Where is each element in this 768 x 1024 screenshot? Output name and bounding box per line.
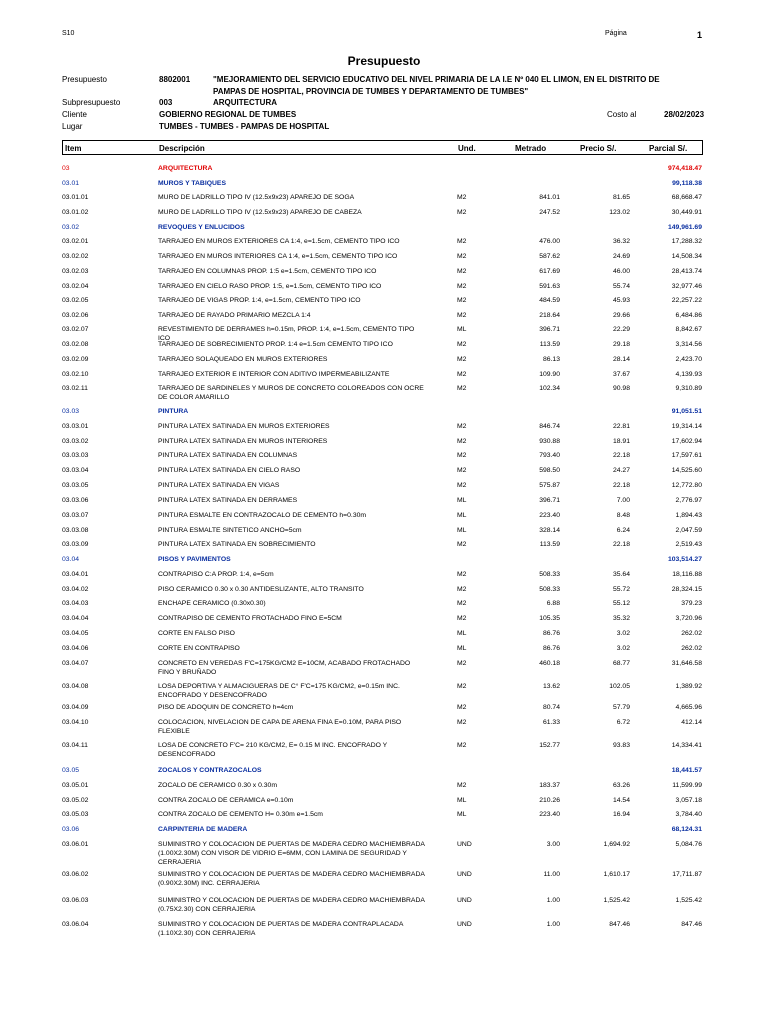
item-cell: 03.01 [62,180,80,187]
item-cell: 03.04.02 [62,586,89,593]
unit-cell: M2 [457,268,467,275]
precio-cell: 1,525.42 [603,897,630,904]
parcial-cell: 9,310.89 [675,385,702,392]
parcial-cell: 30,449.91 [671,209,702,216]
metrado-cell: 846.74 [539,423,560,430]
lugar-value: TUMBES - TUMBES - PAMPAS DE HOSPITAL [159,122,330,131]
parcial-cell: 31,646.58 [671,660,702,667]
description-cell: PINTURA ESMALTE SINTETICO ANCHO=5cm [158,527,302,534]
unit-cell: M2 [457,253,467,260]
unit-cell: M2 [457,467,467,474]
metrado-cell: 484.59 [539,297,560,304]
unit-cell: M2 [457,782,467,789]
metrado-cell: 591.63 [539,283,560,290]
item-cell: 03.06.03 [62,897,89,904]
metrado-cell: 218.64 [539,312,560,319]
item-cell: 03.03 [62,408,80,415]
item-cell: 03.02.04 [62,283,89,290]
precio-cell: 55.74 [612,283,630,290]
parcial-cell: 974,418.47 [667,165,702,172]
precio-cell: 14.54 [612,797,630,804]
unit-cell: UND [457,871,472,878]
unit-cell: ML [457,326,467,333]
metrado-cell: 86.13 [542,356,560,363]
unit-cell: M2 [457,571,467,578]
parcial-cell: 17,602.94 [671,438,702,445]
unit-cell: M2 [457,371,467,378]
col-precio: Precio S/. [580,144,617,153]
metrado-cell: 109.90 [539,371,560,378]
parcial-cell: 1,525.42 [675,897,702,904]
item-cell: 03.05.02 [62,797,89,804]
parcial-cell: 91,051.51 [671,408,702,415]
cliente-label: Cliente [62,110,87,119]
item-cell: 03.03.05 [62,482,89,489]
parcial-cell: 99,118.38 [672,180,702,187]
item-cell: 03.03.01 [62,423,89,430]
unit-cell: M2 [457,312,467,319]
precio-cell: 35.64 [612,571,630,578]
metrado-cell: 575.87 [539,482,560,489]
unit-cell: M2 [457,283,467,290]
parcial-cell: 3,784.40 [675,811,702,818]
metrado-cell: 930.88 [539,438,560,445]
precio-cell: 28.14 [612,356,630,363]
parcial-cell: 22,257.22 [671,297,702,304]
item-cell: 03.02.07 [62,326,89,333]
item-cell: 03.04.01 [62,571,89,578]
parcial-cell: 18,116.88 [672,571,702,578]
parcial-cell: 68,668.47 [671,194,702,201]
description-cell: ZOCALOS Y CONTRAZOCALOS [158,767,262,774]
parcial-cell: 17,288.32 [671,238,702,245]
description-cell: CONCRETO EN VEREDAS F'C=175KG/CM2 E=10CM, ACABADO FROTACHADO FINO Y BRUÑADO [158,660,411,676]
metrado-cell: 1.00 [546,921,560,928]
description-cell: TARRAJEO DE VIGAS PROP. 1:4, e=1.5cm, CEMENTO TIPO ICO [158,297,361,304]
parcial-cell: 6,484.86 [675,312,702,319]
precio-cell: 3.02 [616,630,630,637]
item-cell: 03.02.11 [62,385,88,392]
precio-cell: 24.69 [612,253,630,260]
metrado-cell: 86.76 [542,645,560,652]
item-cell: 03.03.06 [62,497,89,504]
unit-cell: M2 [457,238,467,245]
description-cell: ARQUITECTURA [158,165,213,172]
item-cell: 03.06.02 [62,871,89,878]
parcial-cell: 262.02 [681,630,702,637]
precio-cell: 93.83 [612,742,630,749]
metrado-cell: 328.14 [539,527,560,534]
parcial-cell: 14,525.60 [671,467,702,474]
description-cell: CONTRA ZOCALO DE CEMENTO H= 0.30m e=1.5cm [158,811,323,818]
metrado-cell: 183.37 [539,782,560,789]
unit-cell: ML [457,811,467,818]
parcial-cell: 4,139.93 [675,371,702,378]
page-number: 1 [697,30,703,40]
precio-cell: 1,610.17 [603,871,630,878]
parcial-cell: 3,720.96 [675,615,702,622]
description-cell: ZOCALO DE CERAMICO 0.30 x 0.30m [158,782,277,789]
unit-cell: UND [457,841,472,848]
description-cell: REVESTIMIENTO DE DERRAMES h=0.15m, PROP. 1:4, e=1.5cm, CEMENTO TIPO ICO [158,326,415,342]
page-title: Presupuesto [347,54,421,68]
metrado-cell: 793.40 [539,452,560,459]
parcial-cell: 412.14 [681,719,702,726]
description-cell: MURO DE LADRILLO TIPO IV (12.5x9x23) APAREJO DE SOGA [158,194,355,201]
item-cell: 03.02 [62,224,80,231]
subpresupuesto-label: Subpresupuesto [62,98,121,107]
description-cell: PINTURA LATEX SATINADA EN DERRAMES [158,497,298,504]
precio-cell: 847.46 [609,921,630,928]
precio-cell: 81.65 [612,194,630,201]
unit-cell: M2 [457,356,467,363]
unit-cell: M2 [457,600,467,607]
item-cell: 03.02.10 [62,371,89,378]
unit-cell: M2 [457,704,467,711]
item-cell: 03.03.04 [62,467,89,474]
parcial-cell: 2,047.59 [675,527,702,534]
parcial-cell: 18,441.57 [671,767,702,774]
lugar-label: Lugar [62,122,83,131]
item-cell: 03.04.11 [62,742,88,749]
metrado-cell: 396.71 [539,326,560,333]
metrado-cell: 617.69 [539,268,560,275]
unit-cell: M2 [457,615,467,622]
unit-cell: UND [457,921,472,928]
parcial-cell: 2,519.43 [675,541,702,548]
costo-label: Costo al [607,110,637,119]
description-cell: PISOS Y PAVIMENTOS [158,556,231,563]
item-cell: 03.03.07 [62,512,89,519]
parcial-cell: 4,665.96 [675,704,702,711]
metrado-cell: 152.77 [539,742,560,749]
description-cell: CONTRAPISO C:A PROP. 1:4, e=5cm [158,571,274,578]
item-cell: 03.04.03 [62,600,89,607]
description-cell: CORTE EN FALSO PISO [158,630,235,637]
metrado-cell: 210.26 [539,797,560,804]
unit-cell: M2 [457,194,467,201]
precio-cell: 3.02 [616,645,630,652]
precio-cell: 1,694.92 [603,841,630,848]
metrado-cell: 476.00 [539,238,560,245]
description-cell: TARRAJEO EN CIELO RASO PROP. 1:5, e=1.5cm, CEMENTO TIPO ICO [158,283,382,290]
parcial-cell: 32,977.46 [671,283,702,290]
metrado-cell: 1.00 [546,897,560,904]
item-cell: 03.05.03 [62,811,89,818]
unit-cell: M2 [457,385,467,392]
description-cell: TARRAJEO EN COLUMNAS PROP. 1:5 e=1.5cm, CEMENTO TIPO ICO [158,268,377,275]
parcial-cell: 2,423.70 [675,356,702,363]
description-cell: PINTURA LATEX SATINADA EN COLUMNAS [158,452,298,459]
description-cell: MURO DE LADRILLO TIPO IV (12.5x9x23) APAREJO DE CABEZA [158,209,362,216]
unit-cell: M2 [457,586,467,593]
unit-cell: M2 [457,438,467,445]
precio-cell: 46.00 [612,268,630,275]
item-cell: 03.06 [62,826,80,833]
unit-cell: M2 [457,423,467,430]
item-cell: 03.04 [62,556,80,563]
item-cell: 03.05.01 [62,782,89,789]
parcial-cell: 17,711.87 [672,871,702,878]
unit-cell: M2 [457,683,467,690]
presupuesto-label: Presupuesto [62,75,107,84]
item-cell: 03.03.02 [62,438,89,445]
description-cell: MUROS Y TABIQUES [158,180,226,187]
parcial-cell: 3,057.18 [675,797,702,804]
unit-cell: M2 [457,719,467,726]
parcial-cell: 262.02 [681,645,702,652]
presupuesto-code: 8802001 [159,75,191,84]
description-cell: PINTURA [158,408,189,415]
parcial-cell: 14,334.41 [671,742,702,749]
cliente-value: GOBIERNO REGIONAL DE TUMBES [159,110,297,119]
item-cell: 03.02.05 [62,297,89,304]
precio-cell: 90.98 [612,385,630,392]
parcial-cell: 68,124.31 [671,826,702,833]
metrado-cell: 13.62 [542,683,560,690]
unit-cell: ML [457,797,467,804]
item-cell: 03 [62,165,70,172]
metrado-cell: 841.01 [539,194,560,201]
description-cell: PISO CERAMICO 0.30 x 0.30 ANTIDESLIZANTE, ALTO TRANSITO [158,586,364,593]
description-cell: TARRAJEO DE SARDINELES Y MUROS DE CONCRETO COLOREADOS CON OCRE DE COLOR AMARILLO [158,385,424,401]
precio-cell: 22.18 [612,541,630,548]
precio-cell: 6.24 [616,527,630,534]
unit-cell: ML [457,497,467,504]
metrado-cell: 460.18 [539,660,560,667]
parcial-cell: 3,314.56 [675,341,702,348]
parcial-cell: 103,514.27 [667,556,702,563]
description-cell: PISO DE ADOQUIN DE CONCRETO h=4cm [158,704,294,711]
description-cell: LOSA DE CONCRETO F'C= 210 KG/CM2, E= 0.15 M INC. ENCOFRADO Y DESENCOFRADO [158,742,388,758]
unit-cell: M2 [457,452,467,459]
precio-cell: 22.29 [612,326,630,333]
precio-cell: 6.72 [616,719,630,726]
parcial-cell: 11,599.99 [672,782,702,789]
unit-cell: ML [457,630,467,637]
parcial-cell: 14,508.34 [671,253,702,260]
item-cell: 03.02.06 [62,312,89,319]
metrado-cell: 6.88 [546,600,560,607]
presupuesto-name-line2: PAMPAS DE HOSPITAL, PROVINCIA DE TUMBES Y DEPARTAMENTO DE TUMBES" [213,87,529,96]
metrado-cell: 61.33 [542,719,560,726]
subpresupuesto-code: 003 [159,98,173,107]
description-cell: ENCHAPE CERAMICO (0.30x0.30) [158,600,266,607]
description-cell: SUMINISTRO Y COLOCACION DE PUERTAS DE MADERA CONTRAPLACADA (1.10X2.30) CON CERRAJERIA [158,921,403,937]
description-cell: TARRAJEO EN MUROS INTERIORES CA 1:4, e=1.5cm, CEMENTO TIPO ICO [158,253,398,260]
item-cell: 03.04.05 [62,630,89,637]
metrado-cell: 247.52 [539,209,560,216]
item-cell: 03.03.09 [62,541,89,548]
item-cell: 03.02.08 [62,341,89,348]
unit-cell: M2 [457,297,467,304]
description-cell: SUMINISTRO Y COLOCACION DE PUERTAS DE MADERA CEDRO MACHIEMBRADA (0.90X2.30M) INC. CERRAJERIA [158,871,425,887]
precio-cell: 55.12 [612,600,630,607]
metrado-cell: 223.40 [539,811,560,818]
precio-cell: 35.32 [612,615,630,622]
item-cell: 03.03.03 [62,452,89,459]
precio-cell: 57.79 [612,704,630,711]
description-cell: PINTURA LATEX SATINADA EN VIGAS [158,482,280,489]
precio-cell: 7.00 [616,497,630,504]
item-cell: 03.02.09 [62,356,89,363]
precio-cell: 24.27 [612,467,630,474]
metrado-cell: 80.74 [542,704,560,711]
parcial-cell: 2,776.97 [675,497,702,504]
description-cell: TARRAJEO EN MUROS EXTERIORES CA 1:4, e=1.5cm, CEMENTO TIPO ICO [158,238,400,245]
precio-cell: 18.91 [612,438,630,445]
precio-cell: 55.72 [612,586,630,593]
col-und: Und. [458,144,476,153]
item-cell: 03.04.09 [62,704,89,711]
metrado-cell: 3.00 [546,841,560,848]
metrado-cell: 102.34 [539,385,560,392]
description-cell: REVOQUES Y ENLUCIDOS [158,224,245,231]
item-cell: 03.04.10 [62,719,89,726]
item-cell: 03.02.02 [62,253,89,260]
description-cell: PINTURA LATEX SATINADA EN CIELO RASO [158,467,301,474]
description-cell: COLOCACION, NIVELACION DE CAPA DE ARENA FINA E=0.10M, PARA PISO FLEXIBLE [158,719,402,735]
description-cell: CONTRA ZOCALO DE CERAMICA e=0.10m [158,797,294,804]
system-label: S10 [62,30,75,37]
description-cell: TARRAJEO DE SOBRECIMIENTO PROP. 1:4 e=1.5cm CEMENTO TIPO ICO [158,341,393,348]
item-cell: 03.04.07 [62,660,89,667]
description-cell: PINTURA ESMALTE EN CONTRAZOCALO DE CEMENTO h=0.30m [158,512,367,519]
parcial-cell: 5,084.76 [675,841,702,848]
metrado-cell: 11.00 [543,871,560,878]
unit-cell: ML [457,645,467,652]
precio-cell: 63.26 [612,782,630,789]
unit-cell: M2 [457,660,467,667]
col-metrado: Metrado [515,144,547,153]
unit-cell: M2 [457,742,467,749]
precio-cell: 29.18 [612,341,630,348]
parcial-cell: 17,597.61 [671,452,702,459]
item-cell: 03.01.02 [62,209,89,216]
presupuesto-name-line1: "MEJORAMIENTO DEL SERVICIO EDUCATIVO DEL NIVEL PRIMARIA DE LA I.E Nº 040 EL LIMON, EN EL DISTRITO DE [213,75,660,84]
item-cell: 03.02.03 [62,268,89,275]
precio-cell: 16.94 [612,811,630,818]
precio-cell: 29.66 [612,312,630,319]
page-label: Página [605,30,627,37]
description-cell: TARRAJEO DE RAYADO PRIMARIO MEZCLA 1:4 [158,312,311,319]
item-cell: 03.05 [62,767,80,774]
precio-cell: 22.18 [612,482,630,489]
parcial-cell: 1,389.92 [675,683,702,690]
precio-cell: 8.48 [616,512,630,519]
unit-cell: ML [457,527,467,534]
metrado-cell: 113.59 [539,341,560,348]
precio-cell: 45.93 [612,297,630,304]
description-cell: CONTRAPISO DE CEMENTO FROTACHADO FINO E=5CM [158,615,342,622]
metrado-cell: 508.33 [539,571,560,578]
unit-cell: UND [457,897,472,904]
metrado-cell: 105.35 [539,615,560,622]
item-cell: 03.04.04 [62,615,89,622]
unit-cell: M2 [457,482,467,489]
precio-cell: 22.81 [612,423,630,430]
description-cell: PINTURA LATEX SATINADA EN MUROS INTERIORES [158,438,328,445]
metrado-cell: 396.71 [539,497,560,504]
parcial-cell: 19,314.14 [671,423,702,430]
parcial-cell: 28,413.74 [671,268,702,275]
unit-cell: M2 [457,541,467,548]
col-item: Item [65,144,82,153]
item-cell: 03.01.01 [62,194,89,201]
parcial-cell: 12,772.80 [671,482,702,489]
unit-cell: ML [457,512,467,519]
description-cell: TARRAJEO SOLAQUEADO EN MUROS EXTERIORES [158,356,328,363]
unit-cell: M2 [457,209,467,216]
subpresupuesto-name: ARQUITECTURA [213,98,277,107]
item-cell: 03.04.08 [62,683,89,690]
precio-cell: 22.18 [612,452,630,459]
metrado-cell: 223.40 [539,512,560,519]
costo-date: 28/02/2023 [664,110,705,119]
item-cell: 03.04.06 [62,645,89,652]
precio-cell: 36.32 [612,238,630,245]
description-cell: SUMINISTRO Y COLOCACION DE PUERTAS DE MADERA CEDRO MACHIEMBRADA (1.00X2.30M) CON VISOR DE VIDRIO E=6MM, CON LAMINA DE SEGURIDAD Y CERRAJERIA [158,841,425,866]
unit-cell: M2 [457,341,467,348]
parcial-cell: 149,961.69 [667,224,702,231]
metrado-cell: 598.50 [539,467,560,474]
metrado-cell: 86.76 [542,630,560,637]
col-descripcion: Descripción [159,144,205,153]
item-cell: 03.06.04 [62,921,89,928]
parcial-cell: 28,324.15 [671,586,702,593]
description-cell: CORTE EN CONTRAPISO [158,645,240,652]
parcial-cell: 847.46 [681,921,702,928]
description-cell: PINTURA LATEX SATINADA EN SOBRECIMIENTO [158,541,316,548]
metrado-cell: 508.33 [539,586,560,593]
parcial-cell: 1,894.43 [675,512,702,519]
description-cell: PINTURA LATEX SATINADA EN MUROS EXTERIORES [158,423,330,430]
item-cell: 03.03.08 [62,527,89,534]
metrado-cell: 113.59 [539,541,560,548]
description-cell: CARPINTERIA DE MADERA [158,826,248,833]
precio-cell: 123.02 [609,209,630,216]
item-cell: 03.02.01 [62,238,89,245]
col-parcial: Parcial S/. [649,144,688,153]
parcial-cell: 379.23 [681,600,702,607]
description-cell: TARRAJEO EXTERIOR E INTERIOR CON ADITIVO IMPERMEABILIZANTE [158,371,390,378]
table-header [62,140,703,155]
item-cell: 03.06.01 [62,841,89,848]
description-cell: LOSA DEPORTIVA Y ALMACIGUERAS DE C° F'C=175 KG/CM2, e=0.15m INC. ENCOFRADO Y DESENCOFRADO [158,683,400,699]
precio-cell: 37.67 [612,371,630,378]
description-cell: SUMINISTRO Y COLOCACION DE PUERTAS DE MADERA CEDRO MACHIEMBRADA (0.75X2.30) CON CERRAJERIA [158,897,425,913]
parcial-cell: 8,842.67 [675,326,702,333]
precio-cell: 68.77 [612,660,630,667]
precio-cell: 102.05 [609,683,630,690]
metrado-cell: 587.62 [539,253,560,260]
